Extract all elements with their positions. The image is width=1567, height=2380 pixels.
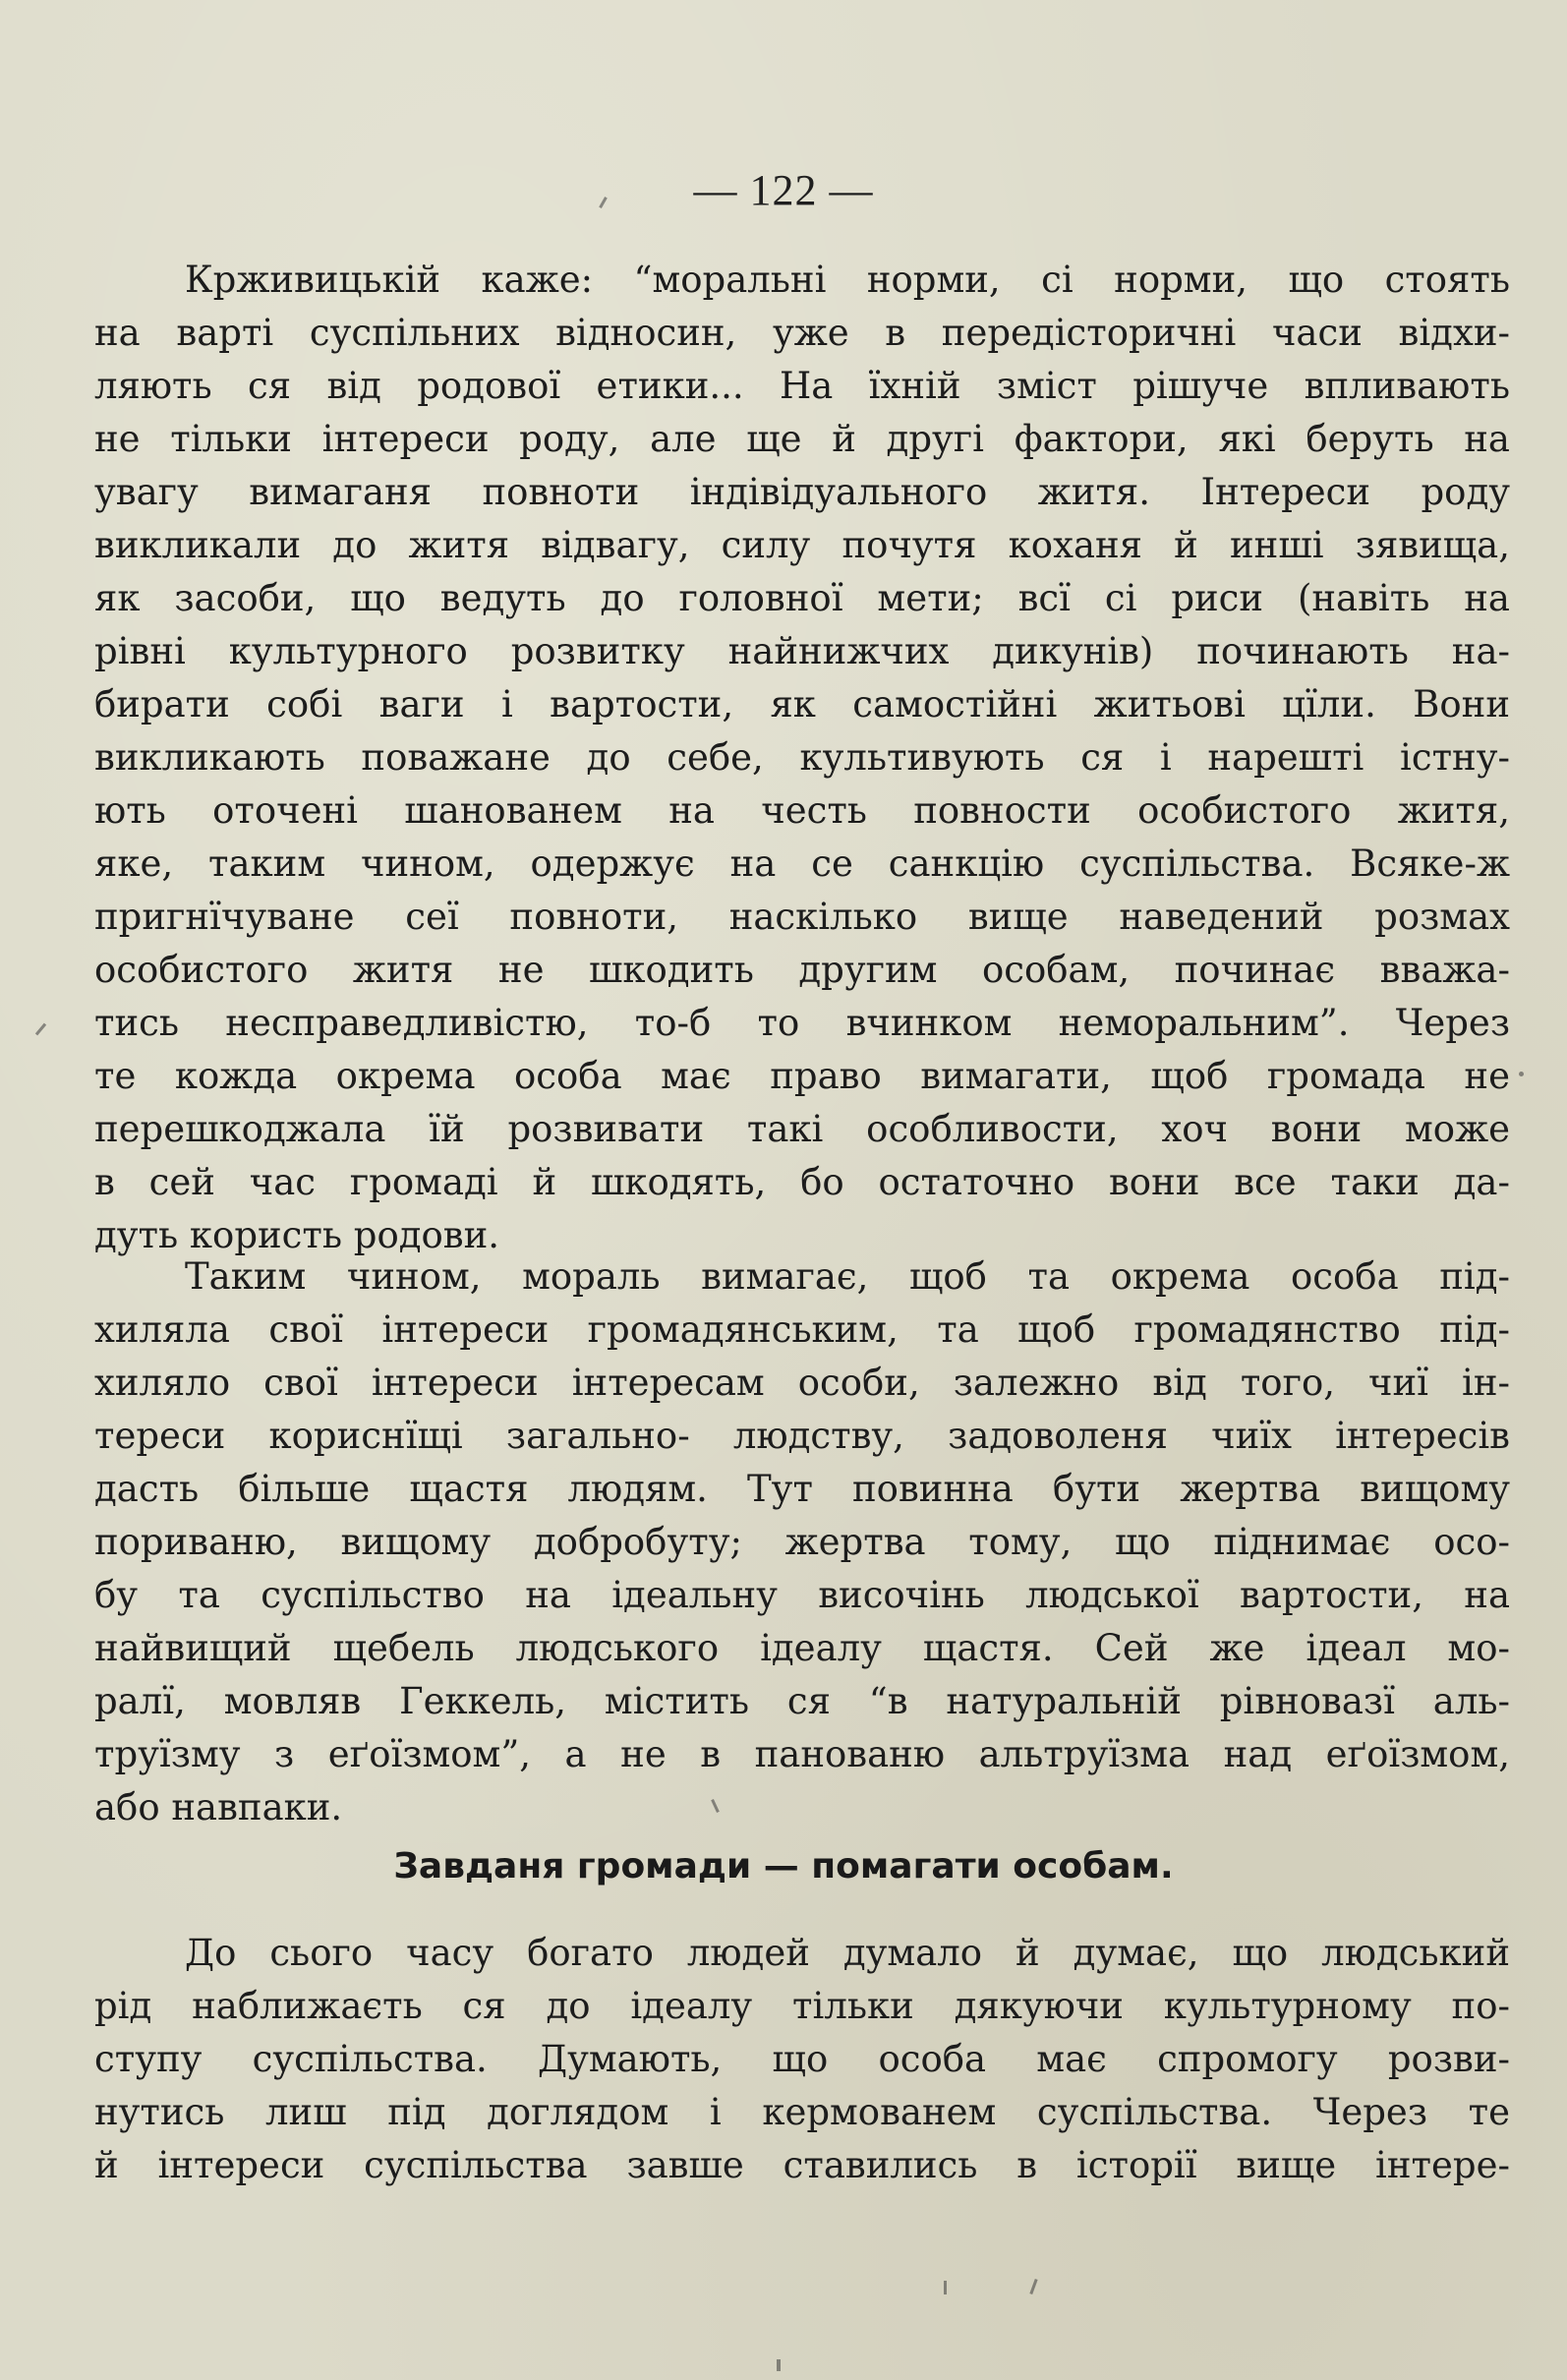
text-line: в сей час громаді й шкодять, бо остаточно вони все таки да-	[94, 1161, 1510, 1203]
text-line: як засоби, що ведуть до головної мети; всї сі риси (навіть на	[94, 577, 1510, 619]
text-line: дуть користь родови.	[94, 1214, 500, 1256]
text-line: рівні культурного розвитку найнижчих дикунів) починають на-	[94, 630, 1510, 672]
text-line: ляють ся від родової етики... На їхній зміст рішуче впливають	[94, 365, 1510, 407]
text-line: особистого житя не шкодить другим особам, починає вважа-	[94, 949, 1510, 991]
text-line: дасть більше щастя людям. Тут повинна бути жертва вищому	[94, 1468, 1510, 1510]
scan-speck	[777, 2359, 781, 2371]
text-line: найвищий щебель людського ідеалу щастя. Сей же ідеал мо-	[94, 1627, 1510, 1669]
scan-speck	[944, 2281, 947, 2294]
paragraph-quote	[94, 254, 1510, 1262]
text-line: нутись лиш під доглядом і кермованем суспільства. Через те	[94, 2091, 1510, 2133]
text-line: тись несправедливістю, то-б то вчинком неморальним”. Через	[94, 1002, 1510, 1044]
text-line: й інтереси суспільства завше ставились в історії вище інтере-	[94, 2144, 1510, 2186]
text-line: ступу суспільства. Думають, що особа має спромогу розви-	[94, 2038, 1510, 2080]
scan-speck	[35, 1023, 46, 1036]
text-line: яке, таким чином, одержує на се санкцію суспільства. Всяке-ж	[94, 842, 1510, 885]
text-line: Таким чином, мораль вимагає, щоб та окрема особа під-	[185, 1255, 1510, 1298]
text-line: рід наближаєть ся до ідеалу тільки дякуючи культурному по-	[94, 1985, 1510, 2027]
text-line: не тільки інтереси роду, але ще й другі фактори, які беруть на	[94, 418, 1510, 460]
text-line: тереси кориснїщі загально- людству, задоволеня чиїх інтересів	[94, 1415, 1510, 1457]
text-line: перешкоджала їй розвивати такі особливости, хоч вони може	[94, 1108, 1510, 1150]
text-line: пориваню, вищому добробуту; жертва тому, що піднимає осо-	[94, 1521, 1510, 1563]
text-line: або навпаки.	[94, 1786, 343, 1829]
page-number: — 122 —	[693, 166, 874, 214]
text-line: Крживицькій каже: “моральні норми, сі норми, що стоять	[185, 259, 1510, 301]
scan-speck	[1029, 2279, 1037, 2294]
text-line: ють оточені шанованем на честь повности особистого житя,	[94, 789, 1510, 832]
text-line: викликали до житя відвагу, силу почутя коханя й инші зявища,	[94, 524, 1510, 566]
text-line: труїзму з еґоїзмом”, а не в панованю альтруїзма над еґоїзмом,	[94, 1733, 1510, 1775]
section-heading: Завданя громади — помагати особам.	[393, 1846, 1174, 1887]
paragraph-society	[94, 1927, 1510, 2192]
text-line: бу та суспільство на ідеальну височінь людської вартости, на	[94, 1574, 1510, 1616]
paragraph-morality	[94, 1250, 1510, 1834]
text-line: пригнїчуване сеї повноти, наскілько вище наведений розмах	[94, 896, 1510, 938]
text-line: хиляло свої інтереси інтересам особи, залежно від того, чиї ін-	[94, 1362, 1510, 1404]
text-line: До сього часу богато людей думало й думає, що людський	[185, 1932, 1510, 1974]
text-line: викликають поважане до себе, культивують ся і нарешті істну-	[94, 736, 1510, 779]
text-line: увагу вимаганя повноти індівідуального житя. Інтереси роду	[94, 471, 1510, 513]
scan-speck	[1519, 1072, 1524, 1076]
text-line: ралї, мовляв Геккель, містить ся “в натуральній рівновазї аль-	[94, 1680, 1510, 1722]
text-line: на варті суспільних відносин, уже в передісторичні часи відхи-	[94, 312, 1510, 354]
text-line: хиляла свої інтереси громадянським, та щоб громадянство під-	[94, 1308, 1510, 1351]
text-line: те кожда окрема особа має право вимагати, щоб громада не	[94, 1055, 1510, 1097]
text-line: бирати собі ваги і вартости, як самостійні житьові цїли. Вони	[94, 683, 1510, 726]
